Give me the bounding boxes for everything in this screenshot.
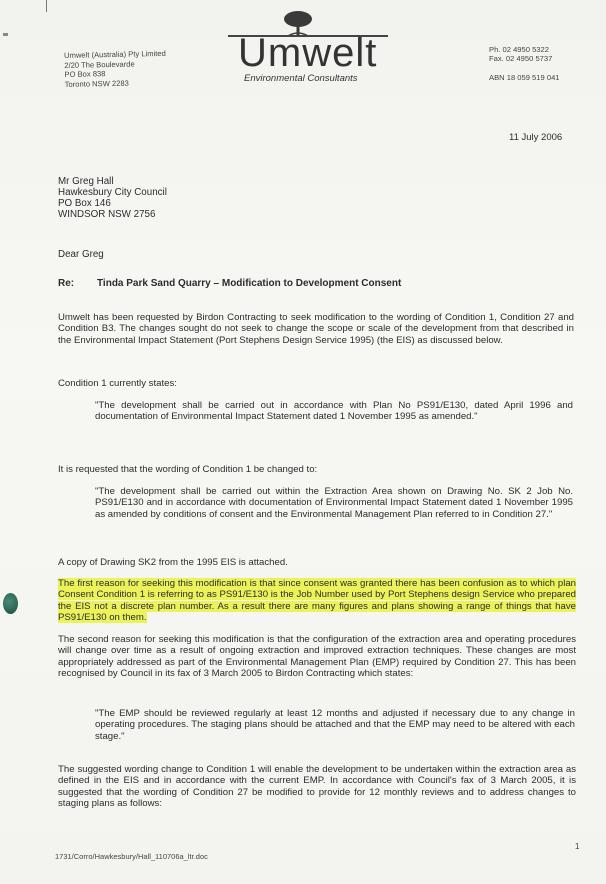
recipient-line: Mr Greg Hall (58, 176, 114, 187)
paragraph-suggestion: The suggested wording change to Condition 1 will enable the development to be undertaken within the extraction area as defined in the EIS and in accordance with the current EMP. In accordance with Council's fax of 3 March 2005, it is suggested that the wording of Condition 27 be modified to provide for 12 monthly reviews and to address changes to staging plans as follows: (58, 764, 576, 810)
sender-line: PO Box 838 (64, 69, 106, 80)
recipient-line: WINDSOR NSW 2756 (58, 209, 156, 220)
recipient-line: Hawkesbury City Council (58, 187, 167, 198)
paragraph-reason1 (58, 578, 576, 624)
sender-line: Toronto NSW 2283 (64, 78, 129, 89)
file-reference: 1731/Corro/Hawkesbury/Hall_110706a_ltr.doc (55, 852, 208, 861)
binder-hole (3, 593, 18, 614)
logo-wordmark: Umwelt (238, 31, 378, 75)
phone-number: Ph. 02 4950 5322 (489, 45, 549, 54)
fax-number: Fax. 02 4950 5737 (489, 54, 553, 63)
highlighted-text: The first reason for seeking this modification is that since consent was granted there has been confusion as to which plan Consent Condition 1 is referring to as PS91/E130 is the Job Number used by Port Stephens design Service who prepared the EIS not a discrete plan number. As a result there are many figures and plans showing a range of things that have PS91/E130 on them. (58, 578, 576, 624)
logo-tagline: Environmental Consultants (244, 73, 358, 84)
paragraph-request: It is requested that the wording of Condition 1 be changed to: (58, 464, 318, 475)
abn-number: ABN 18 059 519 041 (489, 73, 560, 82)
scan-mark (46, 0, 47, 12)
salutation: Dear Greg (58, 249, 104, 260)
sender-line: Umwelt (Australia) Pty Limited (64, 48, 166, 60)
umwelt-logo (222, 10, 402, 90)
recipient-line: PO Box 146 (58, 198, 111, 209)
paragraph-intro: Umwelt has been requested by Birdon Contracting to seek modification to the wording of Condition 1, Condition 27 and Condition B3. The changes sought do not seek to change the scope or scale of the development from that described in the Environmental Impact Statement (Port Stephens Design Service 1995) (the EIS) as discussed below. (58, 312, 574, 346)
page-number: 1 (575, 842, 580, 851)
sender-line: 2/20 The Boulevarde (64, 59, 135, 70)
quote-emp: "The EMP should be reviewed regularly at least 12 months and adjusted if necessary due to any change in operating procedures. The staging plans should be attached and that the EMP may need to be altered with each stage." (95, 708, 575, 742)
scan-mark (3, 33, 8, 36)
paragraph-attachment: A copy of Drawing SK2 from the 1995 EIS is attached. (58, 557, 288, 568)
paragraph-condition1: Condition 1 currently states: (58, 378, 177, 389)
quote-condition1: "The development shall be carried out in accordance with Plan No PS91/E130, dated April 1996 and documentation of Environmental Impact Statement dated 1 November 1995 as amended." (95, 400, 573, 423)
subject-line: Tinda Park Sand Quarry – Modification to Development Consent (97, 278, 402, 289)
quote-proposed-wording: "The development shall be carried out within the Extraction Area shown on Drawing No. SK 2 Job No. PS91/E130 and in accordance with documentation of Environmental Impact Statement dated 1 November 1995 as amended by conditions of consent and the Environmental Management Plan referred to in Condition 27." (95, 486, 573, 520)
recipient-address (58, 176, 167, 220)
re-label: Re: (58, 278, 75, 289)
sender-address (64, 49, 166, 89)
paragraph-reason2: The second reason for seeking this modification is that the configuration of the extraction area and operating procedures will change over time as a result of ongoing extraction and improved extraction techniques. These changes are most appropriately addressed as part of the Environmental Management Plan (EMP) required by Condition 27. This has been recognised by Council in its fax of 3 March 2005 to Birdon Contracting which states: (58, 634, 576, 680)
letter-date: 11 July 2006 (509, 132, 563, 143)
contact-block (489, 45, 552, 63)
